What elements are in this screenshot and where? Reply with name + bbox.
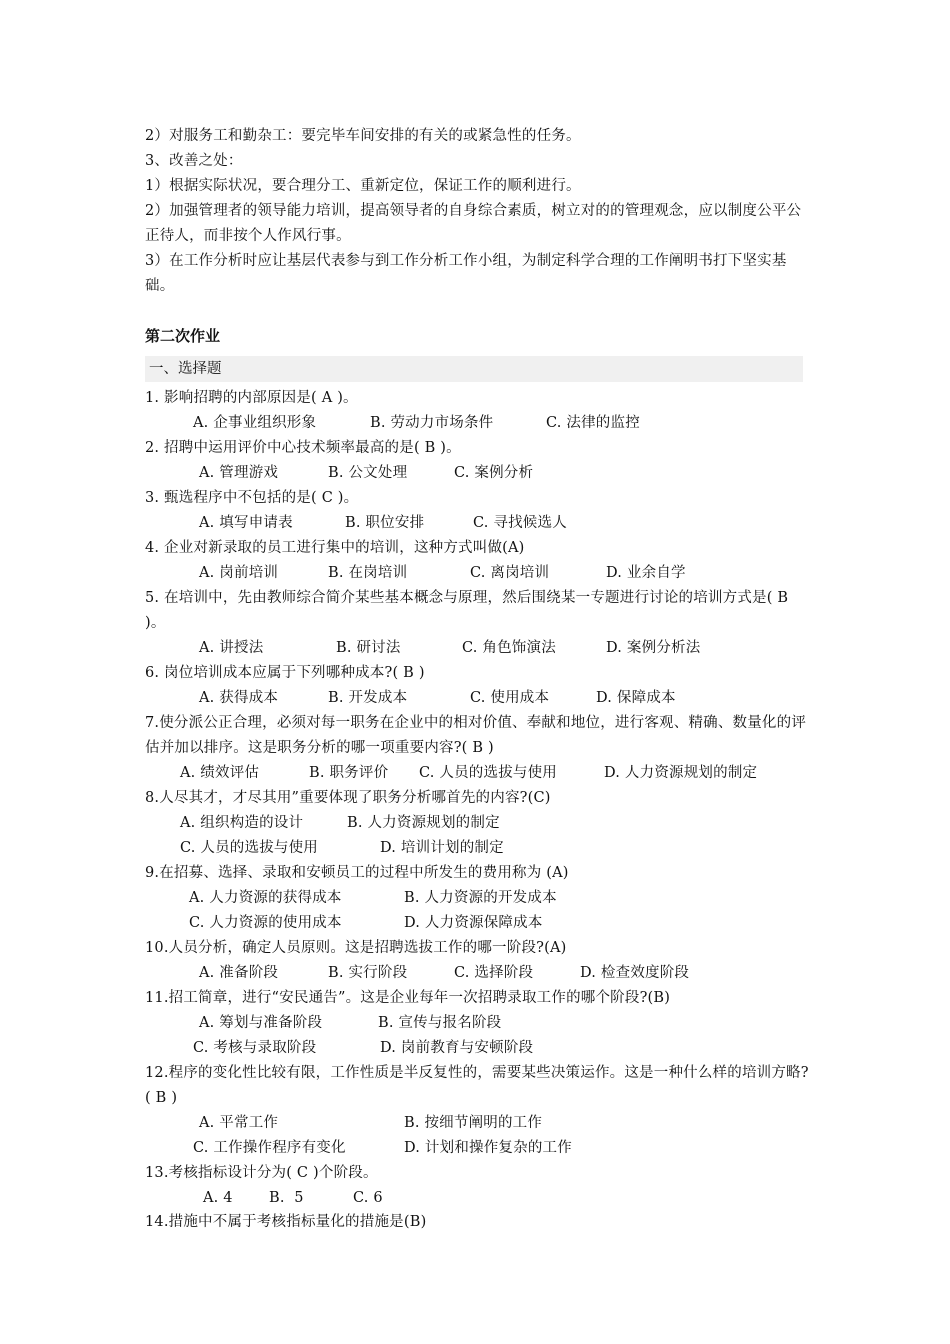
- option: B. 研讨法: [336, 640, 401, 656]
- paragraph: 3）在工作分析时应让基层代表参与到工作分析工作小组，为制定科学合理的工作阐明书打下坚实基础。: [145, 253, 787, 294]
- option: D. 业余自学: [606, 565, 686, 581]
- question: 8.人尽其才，才尽其用”重要体现了职务分析哪首先的内容?(C): [145, 790, 551, 806]
- question: 11.招工简章，进行“安民通告”。这是企业每年一次招聘录取工作的哪个阶段?(B): [145, 990, 671, 1006]
- option: C. 法律的监控: [546, 415, 640, 431]
- option: C. 人员的选拔与使用: [419, 765, 557, 781]
- section-title: 第二次作业: [145, 327, 221, 345]
- option: C. 人力资源的使用成本: [189, 915, 342, 931]
- option: A. 人力资源的获得成本: [189, 890, 342, 906]
- option: C. 人员的选拔与使用: [180, 840, 318, 856]
- option: C. 离岗培训: [470, 565, 550, 581]
- question: 3. 甄选程序中不包括的是( C )。: [145, 490, 359, 506]
- option: D. 案例分析法: [606, 640, 701, 656]
- option: C. 寻找候选人: [473, 515, 567, 531]
- question: 7.使分派公正合理，必须对每一职务在企业中的相对价值、奉献和地位，进行客观、精确、数量化的评估并加以排序。这是职务分析的哪一项重要内容?( B ): [145, 715, 807, 756]
- option: B. 宣传与报名阶段: [378, 1015, 502, 1031]
- option: B. 劳动力市场条件: [370, 415, 494, 431]
- question: 13.考核指标设计分为( C )个阶段。: [145, 1165, 378, 1181]
- option: B. 人力资源的开发成本: [404, 890, 557, 906]
- option: B. 公文处理: [328, 465, 408, 481]
- option: B. 开发成本: [328, 690, 408, 706]
- option: A. 管理游戏: [199, 465, 279, 481]
- option: C. 选择阶段: [454, 965, 534, 981]
- option: A. 4: [203, 1190, 233, 1206]
- question: 12.程序的变化性比较有限，工作性质是半反复性的，需要某些决策运作。这是一种什么样的培训方略?( B ): [145, 1065, 809, 1106]
- option: C. 角色饰演法: [462, 640, 556, 656]
- option: D. 检查效度阶段: [580, 965, 690, 981]
- option: D. 计划和操作复杂的工作: [404, 1140, 572, 1156]
- option: A. 准备阶段: [199, 965, 279, 981]
- section-header-label: 一、选择题: [149, 361, 222, 377]
- question: 9.在招募、选择、录取和安顿员工的过程中所发生的费用称为 (A): [145, 865, 569, 881]
- paragraph: 1）根据实际状况，要合理分工、重新定位，保证工作的顺利进行。: [145, 178, 581, 194]
- option: A. 讲授法: [199, 640, 264, 656]
- option: C. 使用成本: [470, 690, 550, 706]
- question: 6. 岗位培训成本应属于下列哪种成本?( B ): [145, 665, 425, 681]
- option: D. 培训计划的制定: [380, 840, 504, 856]
- option: C. 案例分析: [454, 465, 534, 481]
- option: A. 组织构造的设计: [180, 815, 304, 831]
- option: B. 职位安排: [345, 515, 425, 531]
- option: D. 人力资源保障成本: [404, 915, 543, 931]
- section-header-bar: [145, 356, 803, 382]
- option: C. 6: [353, 1190, 383, 1206]
- paragraph: 2）加强管理者的领导能力培训，提高领导者的自身综合素质，树立对的的管理观念，应以制度公平公正待人，而非按个人作风行事。: [145, 203, 802, 244]
- option: A. 填写申请表: [199, 515, 293, 531]
- question: 5. 在培训中，先由教师综合简介某些基本概念与原理，然后围绕某一专题进行讨论的培训方式是( B )。: [145, 590, 789, 631]
- option: A. 岗前培训: [199, 565, 279, 581]
- option: D. 人力资源规划的制定: [604, 765, 758, 781]
- option: C. 工作操作程序有变化: [193, 1140, 346, 1156]
- option: D. 保障成本: [596, 690, 676, 706]
- option: A. 企事业组织形象: [193, 415, 317, 431]
- option: A. 获得成本: [199, 690, 279, 706]
- option: B. 在岗培训: [328, 565, 408, 581]
- option: A. 筹划与准备阶段: [199, 1015, 323, 1031]
- option: B. 按细节阐明的工作: [404, 1115, 543, 1131]
- question: 2. 招聘中运用评价中心技术频率最高的是( B )。: [145, 440, 461, 456]
- option: A. 绩效评估: [180, 765, 260, 781]
- option: B. 职务评价: [309, 765, 389, 781]
- question: 10.人员分析，确定人员原则。这是招聘选拔工作的哪一阶段?(A): [145, 940, 567, 956]
- paragraph: 2）对服务工和勤杂工：要完毕车间安排的有关的或紧急性的任务。: [145, 128, 581, 144]
- question: 4. 企业对新录取的员工进行集中的培训，这种方式叫做(A): [145, 540, 525, 556]
- question: 1. 影响招聘的内部原因是( A )。: [145, 390, 358, 406]
- option: D. 岗前教育与安顿阶段: [380, 1040, 534, 1056]
- question: 14.措施中不属于考核指标量化的措施是(B): [145, 1214, 427, 1230]
- option: B. 人力资源规划的制定: [347, 815, 500, 831]
- option: C. 考核与录取阶段: [193, 1040, 317, 1056]
- paragraph: 3、改善之处：: [145, 153, 243, 169]
- option: B. 实行阶段: [328, 965, 408, 981]
- option: B. 5: [269, 1190, 304, 1206]
- option: A. 平常工作: [199, 1115, 279, 1131]
